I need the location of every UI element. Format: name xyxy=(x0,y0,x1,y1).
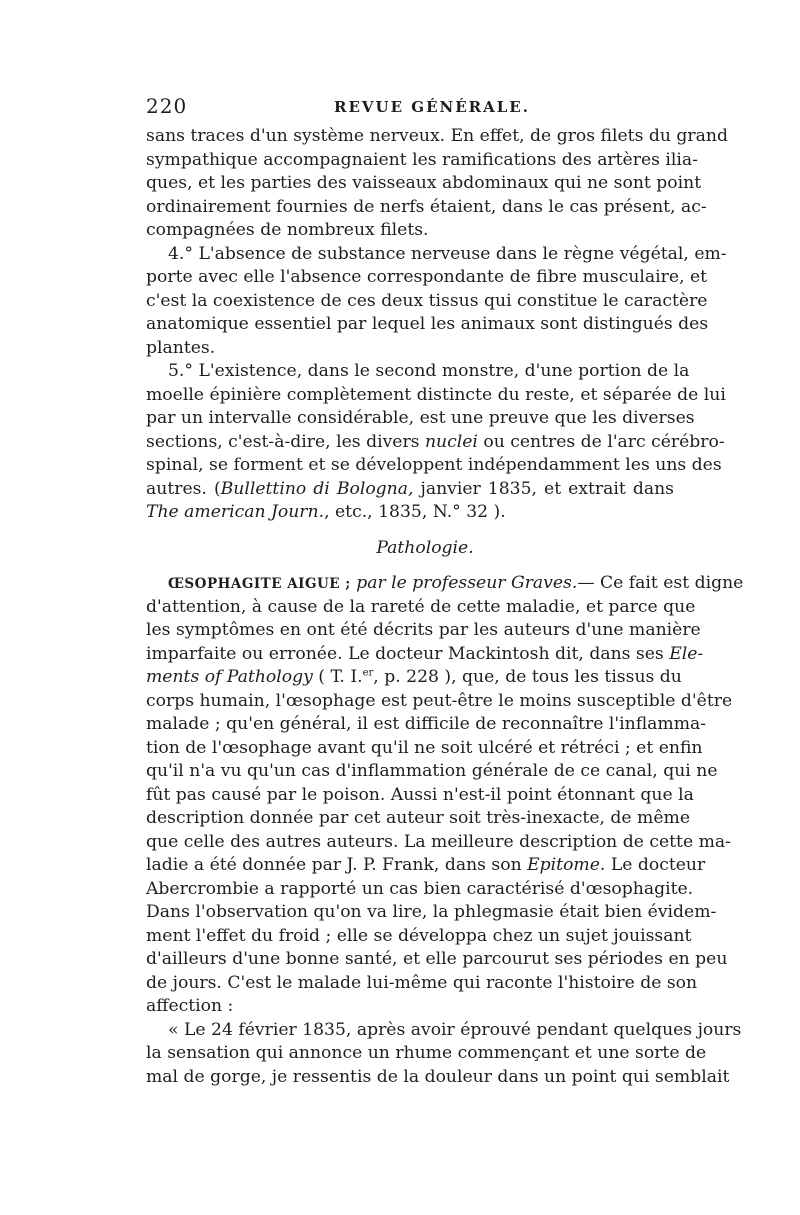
italic-citation: Ele- xyxy=(669,643,704,664)
text-run: imparfaite ou erronée. Le docteur Mackintosh dit, dans ses xyxy=(146,643,670,664)
running-head: REVUE GÉNÉRALE. xyxy=(334,98,530,116)
text-run: sections, c'est-à-dire, les divers xyxy=(146,431,425,452)
text-line: par un intervalle considérable, est une preuve que les diverses xyxy=(146,408,695,428)
page-number: 220 xyxy=(146,94,188,118)
text-line: tion de l'œsophage avant qu'il ne soit ulcéré et rétréci ; et enfin xyxy=(146,737,703,758)
text-line: ment l'effet du froid ; elle se développa chez un sujet jouissant xyxy=(146,925,692,946)
text-line: de jours. C'est le malade lui-même qui raconte l'histoire de son xyxy=(146,972,698,993)
text-line xyxy=(146,501,674,525)
text-line xyxy=(146,478,674,502)
text-run: ( T. I. xyxy=(312,667,363,687)
text-line xyxy=(146,643,704,667)
section-gap xyxy=(146,560,674,572)
text-line xyxy=(146,572,744,596)
superscript: er xyxy=(362,667,374,679)
text-line: mal de gorge, je ressentis de la douleur dans un point qui semblait xyxy=(146,1066,730,1087)
text-line: la sensation qui annonce un rhume commençant et une sorte de xyxy=(146,1043,707,1063)
text-line: description donnée par cet auteur soit très-inexacte, de même xyxy=(146,808,690,828)
section-gap xyxy=(146,525,674,537)
text-run: ou centres de l'arc cérébro- xyxy=(477,431,725,452)
text-line: corps humain, l'œsophage est peut-être le moins susceptible d'être xyxy=(146,690,733,711)
text-line: Dans l'observation qu'on va lire, la phlegmasie était bien évidem- xyxy=(146,902,717,922)
text-line: 5.° L'existence, dans le second monstre, d'une portion de la xyxy=(168,361,690,381)
body-text xyxy=(146,125,744,1089)
text-line: qu'il n'a vu qu'un cas d'inflammation générale de ce canal, qui ne xyxy=(146,761,718,781)
text-line: sympathique accompagnaient les ramifications des artères ilia- xyxy=(146,149,698,170)
text-line: ordinairement fournies de nerfs étaient, dans le cas présent, ac- xyxy=(146,196,707,217)
text-line: moelle épinière complètement distincte du reste, et séparée de lui xyxy=(146,384,726,405)
text-line: c'est la coexistence de ces deux tissus qui constitue le caractère xyxy=(146,290,708,311)
section-heading xyxy=(146,537,674,561)
article-title: ŒSOPHAGITE AIGUE ; xyxy=(168,576,351,592)
text-line: que celle des autres auteurs. La meilleure description de cette ma- xyxy=(146,831,731,852)
text-line: anatomique essentiel par lequel les animaux sont distingués des xyxy=(146,314,709,334)
page-header xyxy=(146,94,666,124)
text-line: compagnées de nombreux filets. xyxy=(146,220,429,240)
section-heading-text: Pathologie. xyxy=(376,537,474,558)
text-line: porte avec elle l'absence correspondante de fibre musculaire, et xyxy=(146,267,708,287)
text-line: affection : xyxy=(146,996,234,1016)
text-line: les symptômes en ont été décrits par les auteurs d'une manière xyxy=(146,620,701,640)
text-line: spinal, se forment et se développent indépendamment les uns des xyxy=(146,455,722,475)
text-line: fût pas causé par le poison. Aussi n'est-il point étonnant que la xyxy=(146,784,694,805)
text-run: Le docteur xyxy=(605,855,706,875)
text-line: d'attention, à cause de la rareté de cette maladie, et parce que xyxy=(146,596,696,617)
text-run: , p. 228 ), que, de tous les tissus du xyxy=(373,667,682,687)
text-line: « Le 24 février 1835, après avoir éprouvé pendant quelques jours xyxy=(168,1019,742,1040)
italic-citation: The american Journ. xyxy=(146,502,325,522)
text-line xyxy=(146,666,682,690)
text-line: Abercrombie a rapporté un cas bien caractérisé d'œsophagite. xyxy=(146,878,694,899)
text-run: ladie a été donnée par J. P. Frank, dans son xyxy=(146,855,528,875)
text-line: sans traces d'un système nerveux. En effet, de gros filets du grand xyxy=(146,126,728,146)
text-line xyxy=(146,431,725,455)
italic-term: nuclei xyxy=(424,431,478,452)
article-author: par le professeur Graves. xyxy=(350,573,578,593)
text-run: janvier 1835, et extrait dans xyxy=(413,478,674,499)
text-line xyxy=(146,854,706,878)
text-line: 4.° L'absence de substance nerveuse dans le règne végétal, em- xyxy=(168,243,727,264)
text-run: autres. ( xyxy=(146,478,221,499)
text-run: , etc., 1835, N.° 32 ). xyxy=(324,502,506,522)
text-line: d'ailleurs d'une bonne santé, et elle parcourut ses périodes en peu xyxy=(146,949,728,969)
text-line: ques, et les parties des vaisseaux abdominaux qui ne sont point xyxy=(146,173,702,193)
italic-citation: Bullettino di Bologna, xyxy=(220,478,414,499)
italic-citation: Epitome. xyxy=(527,855,606,875)
text-line: malade ; qu'en général, il est difficile de reconnaître l'inflamma- xyxy=(146,714,707,734)
text-run: — Ce fait est digne xyxy=(577,573,744,593)
text-line: plantes. xyxy=(146,337,216,358)
italic-citation: ments of Pathology xyxy=(146,667,313,687)
